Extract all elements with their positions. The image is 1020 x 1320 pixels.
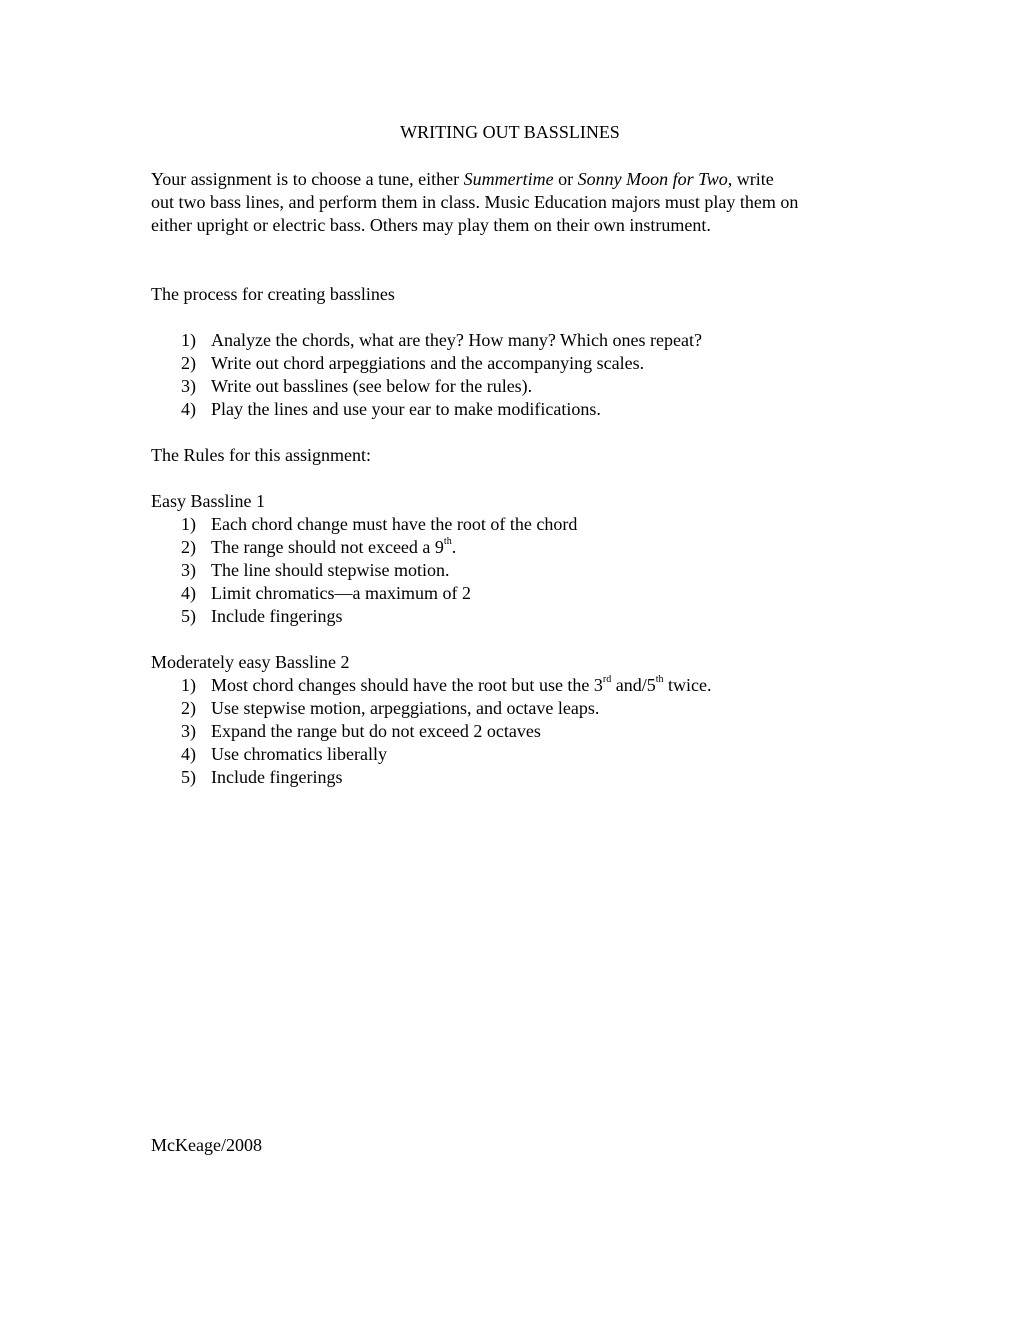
moderate-bassline-heading: Moderately easy Bassline 2 (151, 652, 350, 672)
tune-sonny-moon: Sonny Moon for Two (577, 169, 728, 189)
easy-bassline-list (151, 513, 881, 628)
list-item (151, 743, 881, 766)
list-number: 4) (181, 399, 196, 419)
list-text: Write out basslines (see below for the rules). (211, 376, 533, 396)
list-number: 2) (181, 353, 196, 373)
list-number: 1) (181, 330, 196, 350)
list-item (151, 674, 881, 697)
process-heading: The process for creating basslines (151, 284, 395, 304)
list-text: Analyze the chords, what are they? How many? Which ones repeat? (211, 330, 702, 350)
list-text: Write out chord arpeggiations and the accompanying scales. (211, 353, 645, 373)
list-item (151, 513, 881, 536)
list-text-end: twice. (663, 675, 712, 695)
list-item (151, 375, 881, 398)
intro-text-3: , write (727, 169, 774, 189)
superscript: rd (602, 674, 612, 685)
list-text: Limit chromatics—a maximum of 2 (211, 583, 471, 603)
list-item (151, 329, 881, 352)
moderate-bassline-list (151, 674, 881, 789)
list-text-mid: and/5 (611, 675, 656, 695)
list-item (151, 536, 881, 559)
list-number: 2) (181, 698, 196, 718)
list-number: 3) (181, 560, 196, 580)
intro-text-2: or (553, 169, 578, 189)
list-item (151, 559, 881, 582)
list-text: Most chord changes should have the root but use the 3 (211, 675, 603, 695)
list-number: 3) (181, 721, 196, 741)
list-text: The range should not exceed a 9 (211, 537, 444, 557)
list-number: 4) (181, 744, 196, 764)
intro-line-2: out two bass lines, and perform them in class. Music Education majors must play them on (151, 192, 799, 212)
list-number: 4) (181, 583, 196, 603)
list-text: The line should stepwise motion. (211, 560, 450, 580)
list-text-end: . (451, 537, 457, 557)
list-text: Expand the range but do not exceed 2 octaves (211, 721, 541, 741)
list-text: Each chord change must have the root of the chord (211, 514, 578, 534)
list-item (151, 398, 881, 421)
intro-line-1 (151, 168, 881, 191)
list-item (151, 720, 881, 743)
list-number: 2) (181, 537, 196, 557)
intro-text-1: Your assignment is to choose a tune, either (151, 169, 464, 189)
list-text: Use stepwise motion, arpeggiations, and octave leaps. (211, 698, 600, 718)
intro-paragraph (151, 168, 881, 237)
list-item (151, 352, 881, 375)
superscript: th (655, 674, 664, 685)
list-number: 3) (181, 376, 196, 396)
list-number: 1) (181, 675, 196, 695)
list-item (151, 605, 881, 628)
list-item (151, 697, 881, 720)
list-item (151, 766, 881, 789)
list-text: Play the lines and use your ear to make modifications. (211, 399, 601, 419)
document-title: WRITING OUT BASSLINES (400, 122, 620, 142)
list-number: 5) (181, 606, 196, 626)
list-text: Include fingerings (211, 767, 343, 787)
easy-bassline-heading: Easy Bassline 1 (151, 491, 265, 511)
rules-heading: The Rules for this assignment: (151, 445, 371, 465)
list-item (151, 582, 881, 605)
list-number: 5) (181, 767, 196, 787)
process-list (151, 329, 881, 421)
list-number: 1) (181, 514, 196, 534)
list-text: Include fingerings (211, 606, 343, 626)
footer-author-year: McKeage/2008 (151, 1135, 262, 1155)
intro-line-3: either upright or electric bass. Others may play them on their own instrument. (151, 215, 711, 235)
tune-summertime: Summertime (463, 169, 554, 189)
superscript: th (443, 536, 452, 547)
list-text: Use chromatics liberally (211, 744, 387, 764)
